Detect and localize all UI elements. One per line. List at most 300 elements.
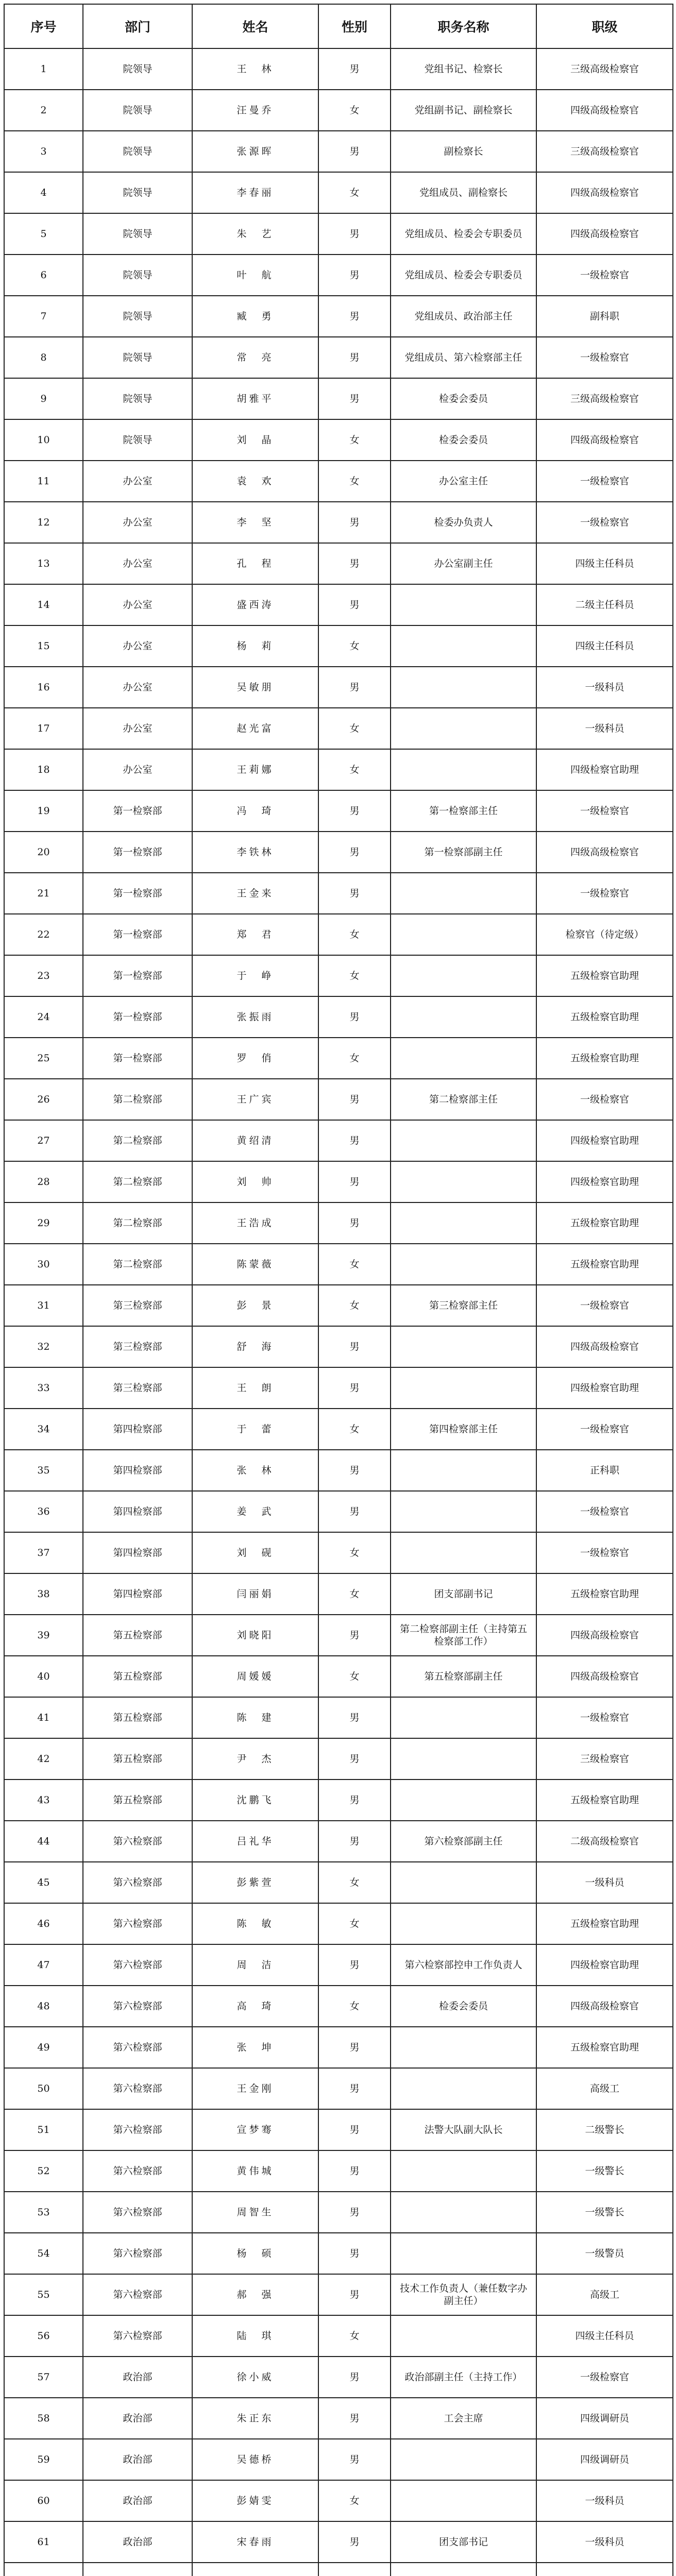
cell-rank: 一级检察官 [536, 790, 673, 832]
cell-gender: 女 [318, 2315, 391, 2357]
cell-position [391, 2150, 536, 2192]
cell-number: 35 [4, 1450, 83, 1491]
cell-name: 罗 俏 [192, 1038, 318, 1079]
cell-name: 闫丽娟 [192, 1573, 318, 1615]
cell-gender: 女 [318, 419, 391, 461]
cell-rank: 三级高级检察官 [536, 48, 673, 90]
cell-position [391, 2563, 536, 2576]
cell-number: 42 [4, 1738, 83, 1780]
cell-rank: 一级科员 [536, 2521, 673, 2563]
cell-name: 王浩成 [192, 1202, 318, 1244]
table-row [4, 2563, 673, 2576]
cell-department: 第四检察部 [83, 1491, 192, 1532]
cell-gender: 女 [318, 625, 391, 667]
table-row [4, 1038, 673, 1079]
cell-position: 工会主席 [391, 2398, 536, 2439]
cell-rank: 一级检察官 [536, 1285, 673, 1326]
cell-name: 汪曼乔 [192, 90, 318, 131]
cell-name: 彭婧雯 [192, 2480, 318, 2521]
table-row [4, 1491, 673, 1532]
cell-gender: 男 [318, 1697, 391, 1738]
cell-position [391, 1491, 536, 1532]
cell-number: 13 [4, 543, 83, 584]
staff-roster-table [4, 4, 673, 2576]
cell-number: 3 [4, 131, 83, 172]
table-row [4, 502, 673, 543]
cell-gender: 女 [318, 708, 391, 749]
cell-position: 第一检察部副主任 [391, 832, 536, 873]
cell-rank: 一级检察官 [536, 337, 673, 378]
cell-position [391, 749, 536, 790]
cell-name: 孔 程 [192, 543, 318, 584]
cell-department: 办公室 [83, 749, 192, 790]
cell-name: 郑 君 [192, 914, 318, 955]
cell-gender: 男 [318, 131, 391, 172]
cell-gender: 男 [318, 48, 391, 90]
cell-name: 吴德桥 [192, 2439, 318, 2480]
table-row [4, 2109, 673, 2150]
cell-gender: 女 [318, 1285, 391, 1326]
cell-number: 47 [4, 1944, 83, 1986]
table-row [4, 749, 673, 790]
cell-rank: 五级检察官助理 [536, 1202, 673, 1244]
cell-number: 17 [4, 708, 83, 749]
cell-name: 彭 景 [192, 1285, 318, 1326]
cell-gender: 男 [318, 2521, 391, 2563]
cell-name: 赵光富 [192, 708, 318, 749]
table-row [4, 1532, 673, 1573]
cell-rank [536, 2563, 673, 2576]
cell-department: 第六检察部 [83, 2192, 192, 2233]
cell-position [391, 1697, 536, 1738]
table-row [4, 2439, 673, 2480]
cell-number: 41 [4, 1697, 83, 1738]
cell-gender: 女 [318, 1038, 391, 1079]
cell-name: 王莉娜 [192, 749, 318, 790]
cell-rank: 四级主任科员 [536, 2315, 673, 2357]
cell-rank: 四级高级检察官 [536, 172, 673, 213]
cell-number: 26 [4, 1079, 83, 1120]
header-row [4, 4, 673, 48]
cell-name: 彭紫萱 [192, 1862, 318, 1903]
cell-name: 刘 砚 [192, 1532, 318, 1573]
cell-department: 第四检察部 [83, 1532, 192, 1573]
cell-name: 郝 强 [192, 2274, 318, 2315]
table-row [4, 996, 673, 1038]
cell-gender: 男 [318, 255, 391, 296]
cell-gender: 男 [318, 1120, 391, 1161]
cell-department: 政治部 [83, 2480, 192, 2521]
cell-department: 第六检察部 [83, 2068, 192, 2109]
cell-rank: 一级检察官 [536, 1697, 673, 1738]
cell-name: 于 峥 [192, 955, 318, 996]
cell-department: 院领导 [83, 213, 192, 255]
cell-number: 60 [4, 2480, 83, 2521]
cell-name: 陈 建 [192, 1697, 318, 1738]
cell-number: 44 [4, 1821, 83, 1862]
cell-department: 第六检察部 [83, 2027, 192, 2068]
cell-department: 办公室 [83, 461, 192, 502]
cell-department: 第四检察部 [83, 1450, 192, 1491]
cell-number: 14 [4, 584, 83, 625]
table-row [4, 2398, 673, 2439]
cell-department: 院领导 [83, 419, 192, 461]
table-row [4, 1326, 673, 1367]
cell-number: 58 [4, 2398, 83, 2439]
cell-rank: 一级检察官 [536, 1409, 673, 1450]
table-row [4, 2150, 673, 2192]
table-row [4, 213, 673, 255]
cell-gender: 男 [318, 1450, 391, 1491]
cell-number: 9 [4, 378, 83, 419]
cell-position: 党组成员、副检察长 [391, 172, 536, 213]
cell-gender: 男 [318, 543, 391, 584]
cell-name: 周 洁 [192, 1944, 318, 1986]
table-row [4, 131, 673, 172]
table-row [4, 1079, 673, 1120]
cell-rank: 四级高级检察官 [536, 90, 673, 131]
cell-position: 第五检察部副主任 [391, 1656, 536, 1697]
table-row [4, 543, 673, 584]
cell-gender: 男 [318, 873, 391, 914]
cell-name: 常 亮 [192, 337, 318, 378]
header-cell-position: 职务名称 [391, 4, 536, 48]
cell-number: 24 [4, 996, 83, 1038]
table-row [4, 1367, 673, 1409]
cell-gender: 男 [318, 2027, 391, 2068]
header-cell-name: 姓名 [192, 4, 318, 48]
cell-department: 第一检察部 [83, 955, 192, 996]
table-row [4, 1120, 673, 1161]
cell-gender: 女 [318, 749, 391, 790]
cell-name: 陆 琪 [192, 2315, 318, 2357]
cell-department: 第四检察部 [83, 1409, 192, 1450]
cell-name: 王 朗 [192, 1367, 318, 1409]
cell-position: 第四检察部主任 [391, 1409, 536, 1450]
cell-gender: 男 [318, 378, 391, 419]
cell-number: 30 [4, 1244, 83, 1285]
cell-gender: 男 [318, 2357, 391, 2398]
cell-department: 第六检察部 [83, 1944, 192, 1986]
cell-name: 沈鹏飞 [192, 1780, 318, 1821]
cell-rank: 四级调研员 [536, 2439, 673, 2480]
cell-department: 院领导 [83, 378, 192, 419]
cell-number: 21 [4, 873, 83, 914]
cell-number: 32 [4, 1326, 83, 1367]
cell-gender: 女 [318, 1656, 391, 1697]
cell-department: 第一检察部 [83, 1038, 192, 1079]
header-cell-number: 序号 [4, 4, 83, 48]
cell-number: 6 [4, 255, 83, 296]
cell-rank: 一级科员 [536, 708, 673, 749]
cell-name: 张振雨 [192, 996, 318, 1038]
cell-rank: 五级检察官助理 [536, 2027, 673, 2068]
cell-name: 盛西涛 [192, 584, 318, 625]
cell-name: 黄伟城 [192, 2150, 318, 2192]
cell-number: 34 [4, 1409, 83, 1450]
cell-position: 办公室主任 [391, 461, 536, 502]
cell-number: 49 [4, 2027, 83, 2068]
cell-gender: 男 [318, 1738, 391, 1780]
cell-rank: 四级主任科员 [536, 543, 673, 584]
cell-name: 刘 晶 [192, 419, 318, 461]
table-row [4, 873, 673, 914]
cell-number: 22 [4, 914, 83, 955]
table-row [4, 832, 673, 873]
cell-name: 宣梦骞 [192, 2109, 318, 2150]
cell-number: 25 [4, 1038, 83, 1079]
cell-rank: 一级科员 [536, 1862, 673, 1903]
cell-name: 李铁林 [192, 832, 318, 873]
header-cell-rank: 职级 [536, 4, 673, 48]
table-header [4, 4, 673, 48]
cell-position [391, 1367, 536, 1409]
cell-name: 杨 硕 [192, 2233, 318, 2274]
cell-rank: 检察官（待定级） [536, 914, 673, 955]
cell-department: 政治部 [83, 2398, 192, 2439]
cell-rank: 四级高级检察官 [536, 832, 673, 873]
cell-rank: 高级工 [536, 2274, 673, 2315]
cell-name: 于 蕾 [192, 1409, 318, 1450]
table-row [4, 1285, 673, 1326]
cell-gender: 男 [318, 2274, 391, 2315]
cell-number: 52 [4, 2150, 83, 2192]
cell-gender: 女 [318, 1986, 391, 2027]
cell-rank: 一级检察官 [536, 1532, 673, 1573]
table-row [4, 296, 673, 337]
cell-department: 第六检察部 [83, 1903, 192, 1944]
cell-rank: 正科职 [536, 1450, 673, 1491]
cell-gender: 男 [318, 1491, 391, 1532]
cell-department: 院领导 [83, 90, 192, 131]
cell-department: 第六检察部 [83, 2109, 192, 2150]
cell-number [4, 2563, 83, 2576]
cell-number: 59 [4, 2439, 83, 2480]
cell-gender: 女 [318, 914, 391, 955]
cell-department: 第二检察部 [83, 1244, 192, 1285]
cell-department: 院领导 [83, 337, 192, 378]
cell-rank: 三级检察官 [536, 1738, 673, 1780]
table-row [4, 2521, 673, 2563]
cell-number: 38 [4, 1573, 83, 1615]
cell-position: 第二检察部副主任（主持第五检察部工作） [391, 1615, 536, 1656]
cell-gender: 女 [318, 172, 391, 213]
cell-name: 周媛媛 [192, 1656, 318, 1697]
cell-number: 54 [4, 2233, 83, 2274]
cell-department: 办公室 [83, 625, 192, 667]
table-row [4, 2480, 673, 2521]
cell-position: 办公室副主任 [391, 543, 536, 584]
cell-gender: 男 [318, 1202, 391, 1244]
table-row [4, 2027, 673, 2068]
cell-gender: 男 [318, 2068, 391, 2109]
cell-position [391, 1532, 536, 1573]
cell-position: 党组成员、检委会专职委员 [391, 213, 536, 255]
cell-name: 张 林 [192, 1450, 318, 1491]
cell-position: 检委会委员 [391, 378, 536, 419]
table-row [4, 1986, 673, 2027]
cell-number: 39 [4, 1615, 83, 1656]
cell-rank: 一级检察官 [536, 873, 673, 914]
table-row [4, 337, 673, 378]
cell-rank: 四级高级检察官 [536, 419, 673, 461]
cell-position [391, 1780, 536, 1821]
table-row [4, 90, 673, 131]
table-row [4, 1780, 673, 1821]
table-row [4, 1862, 673, 1903]
cell-name: 王广宾 [192, 1079, 318, 1120]
table-row [4, 1821, 673, 1862]
cell-department: 办公室 [83, 502, 192, 543]
cell-number: 36 [4, 1491, 83, 1532]
cell-department: 第三检察部 [83, 1326, 192, 1367]
table-row [4, 955, 673, 996]
cell-position [391, 2315, 536, 2357]
cell-rank: 四级调研员 [536, 2398, 673, 2439]
cell-position [391, 2192, 536, 2233]
cell-number: 23 [4, 955, 83, 996]
table-row [4, 708, 673, 749]
cell-rank: 四级高级检察官 [536, 1656, 673, 1697]
cell-number: 1 [4, 48, 83, 90]
cell-department: 第五检察部 [83, 1615, 192, 1656]
cell-rank: 一级检察官 [536, 1491, 673, 1532]
cell-position [391, 584, 536, 625]
table-row [4, 172, 673, 213]
cell-number: 61 [4, 2521, 83, 2563]
cell-gender: 女 [318, 1244, 391, 1285]
cell-position [391, 625, 536, 667]
cell-department: 第六检察部 [83, 1862, 192, 1903]
cell-gender: 男 [318, 502, 391, 543]
cell-number: 51 [4, 2109, 83, 2150]
table-row [4, 2274, 673, 2315]
table-row [4, 1697, 673, 1738]
cell-number: 27 [4, 1120, 83, 1161]
cell-number: 8 [4, 337, 83, 378]
cell-rank: 四级高级检察官 [536, 1986, 673, 2027]
cell-position [391, 2480, 536, 2521]
cell-rank: 四级检察官助理 [536, 1367, 673, 1409]
cell-number: 33 [4, 1367, 83, 1409]
header-cell-department: 部门 [83, 4, 192, 48]
cell-department: 第一检察部 [83, 873, 192, 914]
cell-number: 20 [4, 832, 83, 873]
cell-position [391, 1244, 536, 1285]
cell-gender: 男 [318, 584, 391, 625]
cell-name: 叶 航 [192, 255, 318, 296]
table-row [4, 48, 673, 90]
cell-position [391, 2439, 536, 2480]
cell-rank: 五级检察官助理 [536, 1244, 673, 1285]
cell-name: 冯 琦 [192, 790, 318, 832]
cell-name [192, 2563, 318, 2576]
cell-name: 王金刚 [192, 2068, 318, 2109]
cell-gender: 男 [318, 2439, 391, 2480]
cell-number: 56 [4, 2315, 83, 2357]
cell-department: 第六检察部 [83, 2315, 192, 2357]
header-cell-gender: 性别 [318, 4, 391, 48]
cell-position: 检委办负责人 [391, 502, 536, 543]
cell-department: 第五检察部 [83, 1697, 192, 1738]
cell-department: 第二检察部 [83, 1161, 192, 1202]
cell-number: 55 [4, 2274, 83, 2315]
cell-number: 2 [4, 90, 83, 131]
cell-department: 办公室 [83, 667, 192, 708]
cell-position [391, 2068, 536, 2109]
cell-gender: 男 [318, 1079, 391, 1120]
cell-rank: 一级检察官 [536, 461, 673, 502]
cell-gender: 男 [318, 1326, 391, 1367]
cell-department: 院领导 [83, 131, 192, 172]
cell-gender: 男 [318, 996, 391, 1038]
cell-rank: 高级工 [536, 2068, 673, 2109]
cell-gender: 男 [318, 1821, 391, 1862]
table-row [4, 625, 673, 667]
cell-name: 张源晖 [192, 131, 318, 172]
cell-gender: 男 [318, 2109, 391, 2150]
cell-name: 袁 欢 [192, 461, 318, 502]
table-row [4, 2357, 673, 2398]
cell-name: 王 林 [192, 48, 318, 90]
cell-name: 吴敏朋 [192, 667, 318, 708]
cell-position: 团支部副书记 [391, 1573, 536, 1615]
cell-rank: 五级检察官助理 [536, 955, 673, 996]
cell-gender: 女 [318, 955, 391, 996]
cell-name: 李 坚 [192, 502, 318, 543]
cell-department: 第一检察部 [83, 914, 192, 955]
cell-gender: 男 [318, 667, 391, 708]
cell-name: 周智生 [192, 2192, 318, 2233]
cell-rank: 四级高级检察官 [536, 213, 673, 255]
table-row [4, 2315, 673, 2357]
cell-position: 法警大队副大队长 [391, 2109, 536, 2150]
cell-rank: 五级检察官助理 [536, 1038, 673, 1079]
cell-number: 4 [4, 172, 83, 213]
cell-department: 政治部 [83, 2439, 192, 2480]
cell-position [391, 1202, 536, 1244]
cell-department: 第五检察部 [83, 1780, 192, 1821]
cell-position: 党组书记、检察长 [391, 48, 536, 90]
cell-number: 50 [4, 2068, 83, 2109]
cell-number: 15 [4, 625, 83, 667]
table-row [4, 1615, 673, 1656]
cell-position [391, 708, 536, 749]
cell-name: 朱 艺 [192, 213, 318, 255]
cell-name: 杨 莉 [192, 625, 318, 667]
table-row [4, 1244, 673, 1285]
cell-name: 陈 敏 [192, 1903, 318, 1944]
table-row [4, 1903, 673, 1944]
cell-position [391, 1738, 536, 1780]
cell-position: 检委会委员 [391, 1986, 536, 2027]
cell-rank: 一级检察官 [536, 2357, 673, 2398]
table-row [4, 1202, 673, 1244]
cell-position [391, 1120, 536, 1161]
cell-gender: 女 [318, 1903, 391, 1944]
cell-position [391, 955, 536, 996]
cell-position: 党组成员、检委会专职委员 [391, 255, 536, 296]
cell-position [391, 2233, 536, 2274]
table-row [4, 1738, 673, 1780]
cell-department: 政治部 [83, 2521, 192, 2563]
cell-rank: 五级检察官助理 [536, 996, 673, 1038]
cell-gender: 女 [318, 1409, 391, 1450]
cell-position [391, 1038, 536, 1079]
cell-name: 尹 杰 [192, 1738, 318, 1780]
cell-department: 第三检察部 [83, 1285, 192, 1326]
cell-name: 宋春雨 [192, 2521, 318, 2563]
